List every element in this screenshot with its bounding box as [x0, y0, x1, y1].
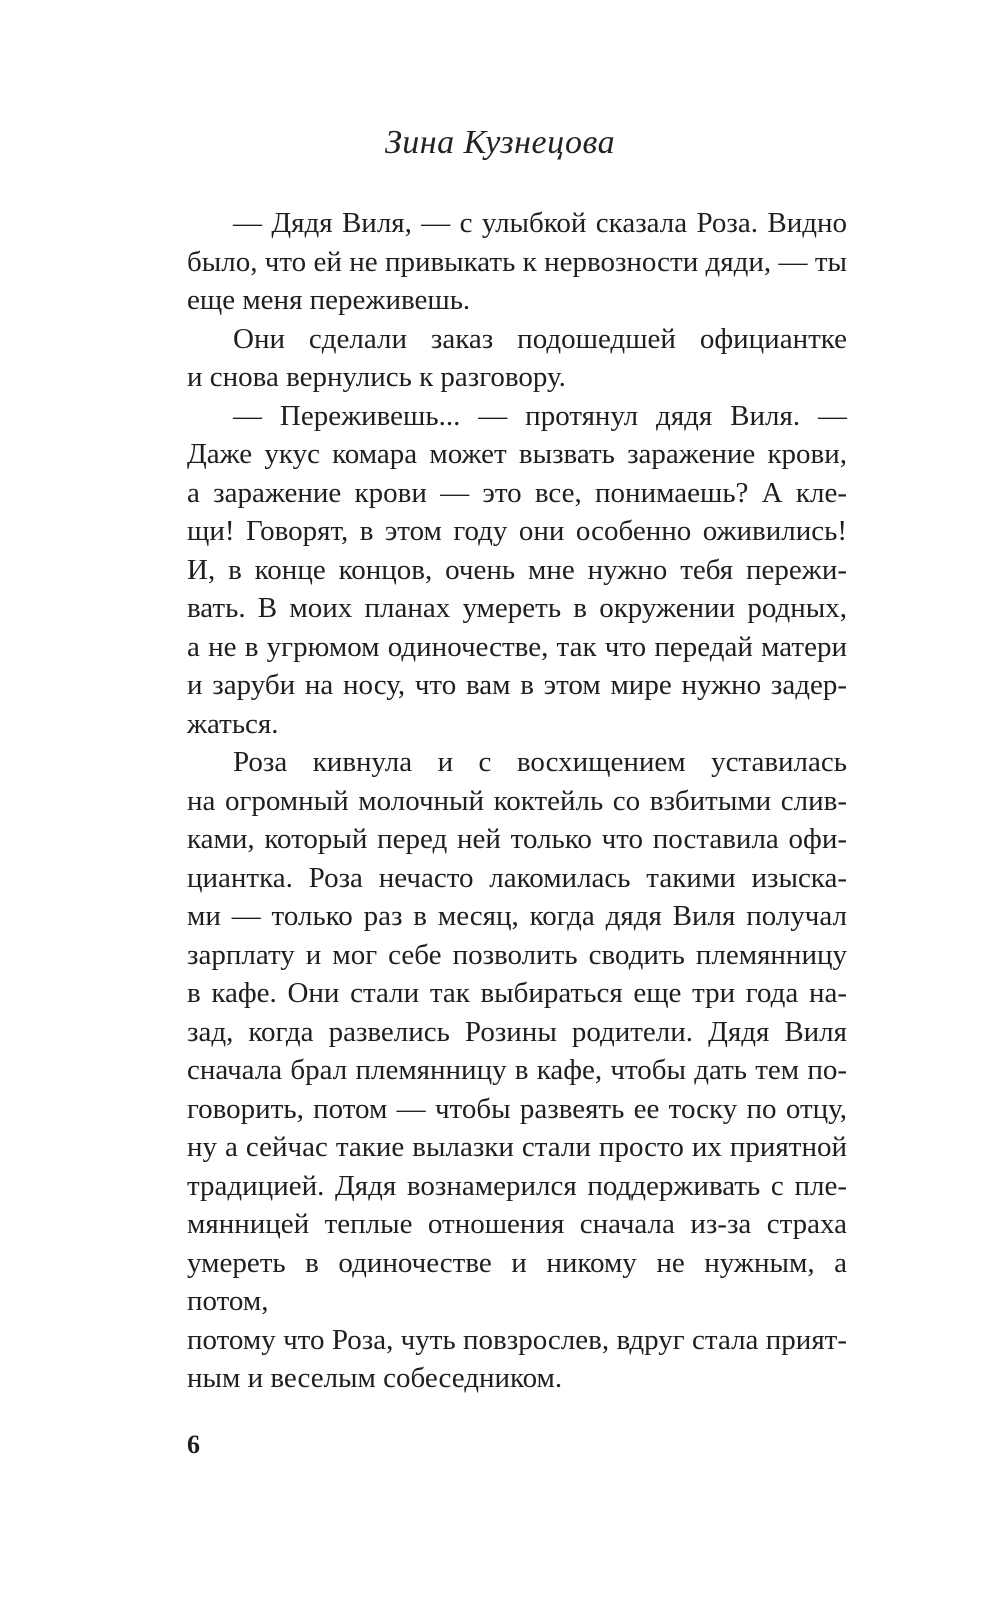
text-line: традицией. Дядя вознамерился поддерживать с пле-	[187, 1169, 847, 1202]
text-line: зарплату и мог себе позволить сводить племянницу	[187, 938, 847, 971]
text-line: жаться.	[187, 707, 279, 740]
text-line: говорить, потом — чтобы развеять ее тоску по отцу,	[187, 1092, 847, 1125]
page-body	[187, 204, 847, 1398]
text-line: Роза кивнула и с восхищением уставилась	[233, 746, 847, 778]
paragraph-1	[187, 204, 847, 320]
text-line: а не в угрюмом одиночестве, так что передай матери	[187, 630, 847, 663]
text-line: а заражение крови — это все, понимаешь? А кле-	[187, 476, 847, 509]
paragraph-3	[187, 397, 847, 744]
text-line: умереть в одиночестве и никому не нужным, а потом,	[187, 1246, 847, 1317]
text-line: И, в конце концов, очень мне нужно тебя пережи-	[187, 553, 847, 586]
text-line: потому что Роза, чуть повзрослев, вдруг стала прият-	[187, 1323, 847, 1356]
text-line: вать. В моих планах умереть в окружении родных,	[187, 592, 847, 624]
text-line: на огромный молочный коктейль со взбитыми слив-	[187, 784, 847, 817]
text-line: ми — только раз в месяц, когда дядя Виля получал	[187, 900, 847, 932]
text-line: — Дядя Виля, — с улыбкой сказала Роза. Видно	[233, 207, 847, 239]
text-line: сначала брал племянницу в кафе, чтобы дать тем по-	[187, 1054, 847, 1086]
text-line: — Переживешь... — протянул дядя Виля. —	[233, 399, 847, 432]
text-line: ну а сейчас такие вылазки стали просто их приятной	[187, 1131, 847, 1163]
text-line: Они сделали заказ подошедшей официантке	[233, 322, 847, 355]
page-number: 6	[187, 1430, 200, 1459]
text-line: в кафе. Они стали так выбираться еще три года на-	[187, 977, 847, 1009]
text-line: ным и веселым собеседником.	[187, 1362, 563, 1394]
text-line: щи! Говорят, в этом году они особенно оживились!	[187, 515, 847, 547]
text-line: зад, когда развелись Розины родители. Дядя Виля	[187, 1015, 847, 1048]
text-line: ками, который перед ней только что поставила офи-	[187, 823, 847, 855]
text-line: и заруби на носу, что вам в этом мире нужно задер-	[187, 669, 847, 701]
text-line: и снова вернулись к разговору.	[187, 361, 566, 393]
text-line: мянницей теплые отношения сначала из-за страха	[187, 1208, 847, 1240]
running-header-author: Зина Кузнецова	[384, 124, 616, 161]
paragraph-2	[187, 320, 847, 397]
text-line: было, что ей не привыкать к нервозности дяди, — ты	[187, 245, 847, 278]
paragraph-4	[187, 743, 847, 1398]
text-line: Даже укус комара может вызвать заражение крови,	[187, 438, 847, 470]
text-line: еще меня переживешь.	[187, 284, 471, 316]
text-line: циантка. Роза нечасто лакомилась такими изыска-	[187, 861, 847, 894]
